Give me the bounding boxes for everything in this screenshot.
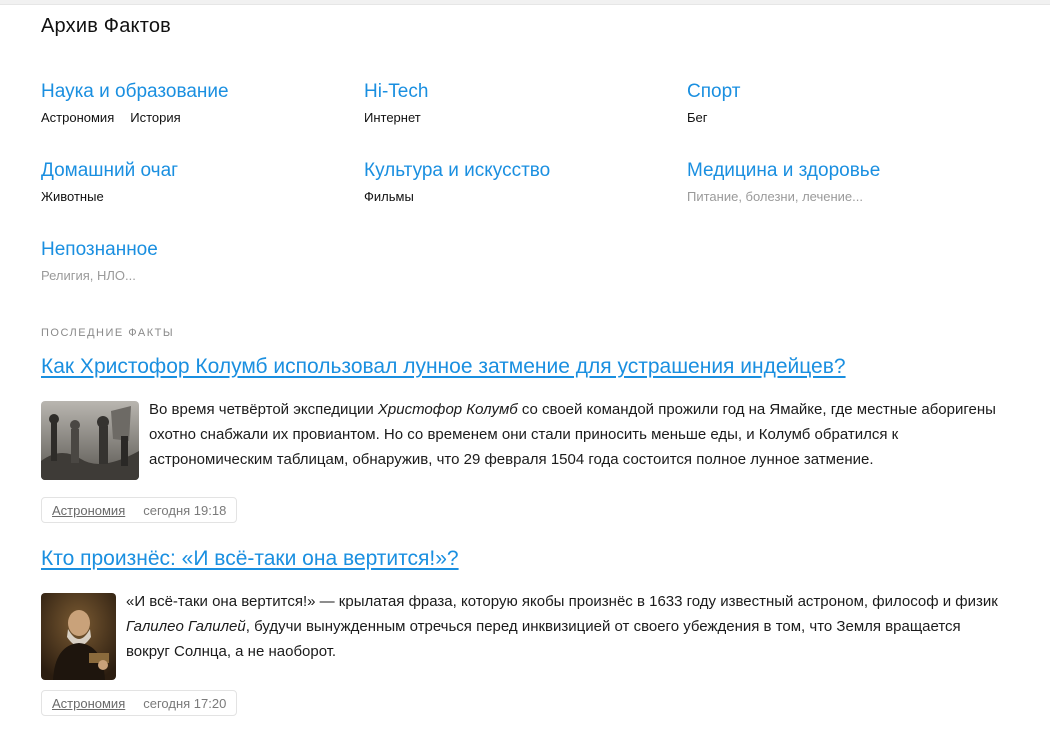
fact-title-link[interactable]: Кто произнёс: «И всё-таки она вертится!»?: [41, 547, 459, 570]
category-home: [41, 159, 341, 205]
category-medicine: [687, 159, 987, 205]
fact-text-part: «И всё-таки она вертится!» — крылатая фраза, которую якобы произнёс в 1633 году известный астроном, философ и физик: [126, 593, 998, 610]
fact-title-link[interactable]: Как Христофор Колумб использовал лунное затмение для устрашения индейцев?: [41, 355, 846, 378]
category-description: Питание, болезни, лечение...: [687, 189, 863, 204]
category-sport: [687, 80, 987, 126]
category-title-sport[interactable]: Спорт: [687, 81, 741, 102]
subcategory-link-internet[interactable]: Интернет: [364, 110, 421, 125]
fact-person-name: Христофор Колумб: [377, 401, 518, 418]
category-subs: [364, 110, 664, 126]
site-title[interactable]: Архив Фактов: [41, 15, 171, 37]
fact-tag-link[interactable]: Астрономия: [52, 502, 126, 518]
fact-timestamp: сегодня 19:18: [143, 502, 227, 518]
category-subs: [687, 189, 987, 205]
category-description: Религия, НЛО...: [41, 268, 136, 283]
category-subs: [41, 189, 341, 205]
engraving-image: [41, 401, 139, 480]
subcategory-link-astronomy[interactable]: Астрономия: [41, 110, 115, 125]
category-subs: [41, 110, 341, 126]
category-unknown: [41, 238, 341, 284]
subcategory-link-animals[interactable]: Животные: [41, 189, 104, 204]
subcategory-link-running[interactable]: Бег: [687, 110, 708, 125]
category-hitech: [364, 80, 664, 126]
category-culture: [364, 159, 664, 205]
category-science: [41, 80, 341, 126]
fact-summary: [126, 589, 1006, 664]
category-title-culture[interactable]: Культура и искусство: [364, 160, 551, 181]
subcategory-link-history[interactable]: История: [130, 110, 181, 125]
portrait-image: [41, 593, 116, 680]
fact-person-name: Галилео Галилей: [126, 618, 246, 635]
fact-text-part: Во время четвёртой экспедиции: [149, 401, 378, 418]
category-subs: [687, 110, 987, 126]
category-title-home[interactable]: Домашний очаг: [41, 160, 179, 181]
section-label-latest: ПОСЛЕДНИЕ ФАКТЫ: [41, 327, 175, 339]
fact-meta: [41, 690, 237, 716]
fact-thumbnail[interactable]: [41, 593, 116, 680]
fact-thumbnail[interactable]: [41, 401, 139, 480]
category-title-science[interactable]: Наука и образование: [41, 81, 229, 102]
category-subs: [364, 189, 664, 205]
category-title-hitech[interactable]: Hi-Tech: [364, 81, 429, 102]
category-title-unknown[interactable]: Непознанное: [41, 239, 158, 260]
subcategory-link-films[interactable]: Фильмы: [364, 189, 414, 204]
fact-tag-link[interactable]: Астрономия: [52, 695, 126, 711]
fact-text-part: со своей командой прожили год на Ямайке, где местные аборигены охотно снабжали их провиантом. Но со временем они стали приносить меньше еды, и Колумб обратился к астрономическим таблицам, обнаружив, что 29 февраля 1504 года состоится полное лунное затмение.: [149, 401, 996, 468]
fact-text-part: , будучи вынужденным отречься перед инквизицией от своего убеждения в том, что Земля вращается вокруг Солнца, а не наоборот.: [126, 618, 961, 660]
category-title-medicine[interactable]: Медицина и здоровье: [687, 160, 881, 181]
fact-timestamp: сегодня 17:20: [143, 695, 227, 711]
fact-summary: [149, 397, 1019, 472]
top-border: [0, 0, 1050, 5]
category-subs: [41, 268, 341, 284]
fact-meta: [41, 497, 237, 523]
